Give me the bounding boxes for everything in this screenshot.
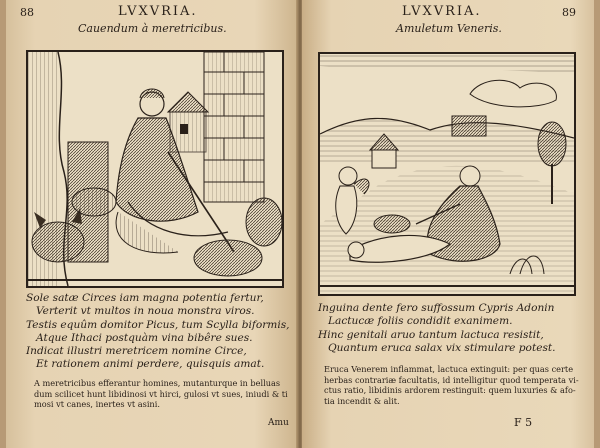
commentary-line: ctus ratio, libidinis ardorem restinguit: quem luxuries & afo-: [324, 385, 576, 396]
woodcut-circe: [26, 50, 284, 288]
signature-mark: F 5: [514, 416, 533, 429]
commentary-line: mosi vt canes, inertes vt asini.: [34, 399, 160, 410]
verse-line: Verterit vt multos in noua monstra viros.: [36, 305, 255, 318]
verse-block: [318, 302, 556, 355]
page-number: 88: [20, 6, 34, 19]
emblem-motto: Amuletum Veneris.: [396, 22, 502, 35]
catchword: Amu: [268, 418, 289, 428]
verse-block: [26, 292, 290, 372]
running-head: LVXVRIA.: [402, 4, 482, 19]
verse-line: Atque Ithaci postquàm vina bibêre sues.: [36, 331, 253, 344]
right-page: [302, 0, 594, 448]
commentary-line: herbas contrariæ facultatis, id intelligitur quod temperata vi-: [324, 374, 579, 385]
verse-line: Testis equûm domitor Picus, tum Scylla biformis,: [26, 318, 290, 331]
verse-line: Quantum eruca salax vix stimulare potest.: [328, 341, 556, 354]
verse-line: Hinc genitali aruo tantum lactuca resistit,: [318, 328, 544, 341]
woodcut-circe-illustration: [28, 52, 282, 286]
verse-line: Inguina dente fero suffossum Cypris Adonin: [318, 302, 555, 314]
commentary: [34, 378, 288, 410]
emblem-motto: Cauendum à meretricibus.: [78, 22, 227, 35]
commentary-line: tia incendit & alit.: [324, 395, 400, 406]
woodcut-adonis: [318, 52, 576, 296]
verse-line: Et rationem animi perdere, quisquis amat.: [36, 358, 265, 371]
verse-line: Indicat illustri meretricem nomine Circe,: [26, 345, 247, 358]
verse-line: Sole satæ Circes iam magna potentia fertur,: [26, 292, 264, 304]
commentary-line: Eruca Venerem inflammat, lactuca extinguit: per quas certe: [324, 364, 574, 374]
page-number: 89: [562, 6, 576, 19]
running-head: LVXVRIA.: [118, 4, 198, 19]
commentary-line: A meretricibus efferantur homines, mutanturque in belluas: [34, 378, 281, 388]
commentary: [324, 364, 579, 406]
left-page: [6, 0, 298, 448]
verse-line: Lactucæ foliis condidit exanimem.: [328, 315, 513, 328]
book-spread: [6, 0, 594, 448]
woodcut-adonis-illustration: [320, 54, 574, 294]
commentary-line: dum scilicet hunt libidinosi vt hirci, gulosi vt sues, iniudi & ti: [34, 388, 288, 399]
